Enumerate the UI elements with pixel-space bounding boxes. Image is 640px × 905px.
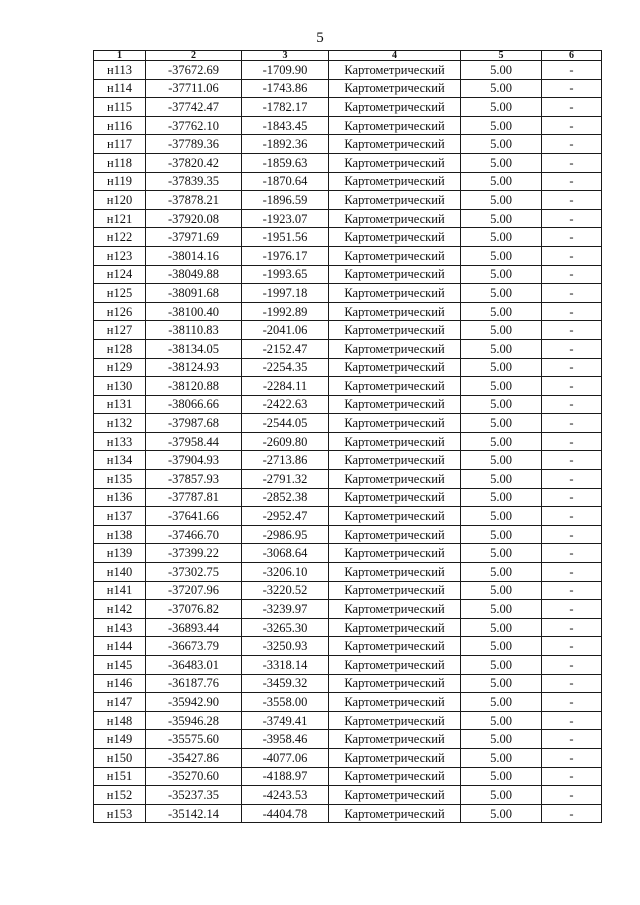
point-id-cell: н149	[94, 730, 146, 749]
table-row	[94, 191, 602, 210]
table-header	[94, 51, 602, 61]
x-coordinate-cell: -35270.60	[146, 767, 242, 786]
table-row	[94, 693, 602, 712]
accuracy-cell: 5.00	[461, 674, 542, 693]
point-id-cell: н144	[94, 637, 146, 656]
note-cell: -	[542, 79, 602, 98]
y-coordinate-cell: -3239.97	[242, 600, 329, 619]
x-coordinate-cell: -37987.68	[146, 414, 242, 433]
y-coordinate-cell: -2713.86	[242, 451, 329, 470]
x-coordinate-cell: -37207.96	[146, 581, 242, 600]
point-id-cell: н115	[94, 98, 146, 117]
y-coordinate-cell: -2852.38	[242, 488, 329, 507]
y-coordinate-cell: -4077.06	[242, 748, 329, 767]
note-cell: -	[542, 191, 602, 210]
table-row	[94, 804, 602, 823]
note-cell: -	[542, 414, 602, 433]
table-row	[94, 246, 602, 265]
note-cell: -	[542, 507, 602, 526]
table-row	[94, 153, 602, 172]
table-row	[94, 209, 602, 228]
note-cell: -	[542, 470, 602, 489]
accuracy-cell: 5.00	[461, 711, 542, 730]
method-cell: Картометрический	[329, 358, 461, 377]
coordinates-table	[93, 50, 602, 823]
method-cell: Картометрический	[329, 302, 461, 321]
table-row	[94, 525, 602, 544]
note-cell: -	[542, 544, 602, 563]
method-cell: Картометрический	[329, 711, 461, 730]
x-coordinate-cell: -38049.88	[146, 265, 242, 284]
accuracy-cell: 5.00	[461, 693, 542, 712]
y-coordinate-cell: -3558.00	[242, 693, 329, 712]
method-cell: Картометрический	[329, 98, 461, 117]
note-cell: -	[542, 656, 602, 675]
note-cell: -	[542, 209, 602, 228]
y-coordinate-cell: -2986.95	[242, 525, 329, 544]
accuracy-cell: 5.00	[461, 228, 542, 247]
column-header-4: 4	[329, 51, 461, 61]
accuracy-cell: 5.00	[461, 61, 542, 80]
accuracy-cell: 5.00	[461, 470, 542, 489]
accuracy-cell: 5.00	[461, 358, 542, 377]
note-cell: -	[542, 674, 602, 693]
table-row	[94, 79, 602, 98]
x-coordinate-cell: -37789.36	[146, 135, 242, 154]
table-row	[94, 451, 602, 470]
table-row	[94, 432, 602, 451]
method-cell: Картометрический	[329, 786, 461, 805]
point-id-cell: н128	[94, 339, 146, 358]
x-coordinate-cell: -37399.22	[146, 544, 242, 563]
y-coordinate-cell: -1859.63	[242, 153, 329, 172]
point-id-cell: н117	[94, 135, 146, 154]
x-coordinate-cell: -38134.05	[146, 339, 242, 358]
x-coordinate-cell: -37971.69	[146, 228, 242, 247]
x-coordinate-cell: -38120.88	[146, 377, 242, 396]
x-coordinate-cell: -37920.08	[146, 209, 242, 228]
x-coordinate-cell: -37958.44	[146, 432, 242, 451]
y-coordinate-cell: -1870.64	[242, 172, 329, 191]
y-coordinate-cell: -2254.35	[242, 358, 329, 377]
note-cell: -	[542, 377, 602, 396]
point-id-cell: н130	[94, 377, 146, 396]
x-coordinate-cell: -38124.93	[146, 358, 242, 377]
accuracy-cell: 5.00	[461, 209, 542, 228]
point-id-cell: н136	[94, 488, 146, 507]
method-cell: Картометрический	[329, 563, 461, 582]
table-row	[94, 98, 602, 117]
method-cell: Картометрический	[329, 767, 461, 786]
point-id-cell: н116	[94, 116, 146, 135]
accuracy-cell: 5.00	[461, 544, 542, 563]
x-coordinate-cell: -37672.69	[146, 61, 242, 80]
note-cell: -	[542, 804, 602, 823]
y-coordinate-cell: -3206.10	[242, 563, 329, 582]
table-row	[94, 637, 602, 656]
x-coordinate-cell: -37711.06	[146, 79, 242, 98]
note-cell: -	[542, 395, 602, 414]
note-cell: -	[542, 432, 602, 451]
x-coordinate-cell: -37762.10	[146, 116, 242, 135]
y-coordinate-cell: -2791.32	[242, 470, 329, 489]
x-coordinate-cell: -35142.14	[146, 804, 242, 823]
column-header-5: 5	[461, 51, 542, 61]
point-id-cell: н142	[94, 600, 146, 619]
point-id-cell: н124	[94, 265, 146, 284]
column-header-1: 1	[94, 51, 146, 61]
note-cell: -	[542, 98, 602, 117]
accuracy-cell: 5.00	[461, 98, 542, 117]
method-cell: Картометрический	[329, 618, 461, 637]
x-coordinate-cell: -37787.81	[146, 488, 242, 507]
point-id-cell: н135	[94, 470, 146, 489]
point-id-cell: н138	[94, 525, 146, 544]
column-header-3: 3	[242, 51, 329, 61]
note-cell: -	[542, 61, 602, 80]
accuracy-cell: 5.00	[461, 507, 542, 526]
accuracy-cell: 5.00	[461, 191, 542, 210]
table-row	[94, 786, 602, 805]
note-cell: -	[542, 786, 602, 805]
table-row	[94, 507, 602, 526]
method-cell: Картометрический	[329, 600, 461, 619]
note-cell: -	[542, 563, 602, 582]
method-cell: Картометрический	[329, 804, 461, 823]
accuracy-cell: 5.00	[461, 451, 542, 470]
method-cell: Картометрический	[329, 284, 461, 303]
table-body	[94, 61, 602, 823]
method-cell: Картометрический	[329, 153, 461, 172]
note-cell: -	[542, 321, 602, 340]
accuracy-cell: 5.00	[461, 581, 542, 600]
accuracy-cell: 5.00	[461, 172, 542, 191]
note-cell: -	[542, 265, 602, 284]
table-row	[94, 265, 602, 284]
note-cell: -	[542, 451, 602, 470]
accuracy-cell: 5.00	[461, 786, 542, 805]
point-id-cell: н147	[94, 693, 146, 712]
table-row	[94, 358, 602, 377]
method-cell: Картометрический	[329, 748, 461, 767]
method-cell: Картометрический	[329, 172, 461, 191]
y-coordinate-cell: -1896.59	[242, 191, 329, 210]
y-coordinate-cell: -1992.89	[242, 302, 329, 321]
y-coordinate-cell: -2609.80	[242, 432, 329, 451]
y-coordinate-cell: -4188.97	[242, 767, 329, 786]
y-coordinate-cell: -2152.47	[242, 339, 329, 358]
method-cell: Картометрический	[329, 451, 461, 470]
method-cell: Картометрический	[329, 470, 461, 489]
table-row	[94, 395, 602, 414]
method-cell: Картометрический	[329, 116, 461, 135]
table-row	[94, 377, 602, 396]
accuracy-cell: 5.00	[461, 730, 542, 749]
note-cell: -	[542, 711, 602, 730]
x-coordinate-cell: -35942.90	[146, 693, 242, 712]
point-id-cell: н134	[94, 451, 146, 470]
table-row	[94, 600, 602, 619]
point-id-cell: н119	[94, 172, 146, 191]
y-coordinate-cell: -1923.07	[242, 209, 329, 228]
y-coordinate-cell: -3068.64	[242, 544, 329, 563]
y-coordinate-cell: -1951.56	[242, 228, 329, 247]
table-row	[94, 563, 602, 582]
y-coordinate-cell: -3250.93	[242, 637, 329, 656]
x-coordinate-cell: -35946.28	[146, 711, 242, 730]
header-row	[94, 51, 602, 61]
table-row	[94, 618, 602, 637]
x-coordinate-cell: -37839.35	[146, 172, 242, 191]
x-coordinate-cell: -37857.93	[146, 470, 242, 489]
note-cell: -	[542, 618, 602, 637]
method-cell: Картометрический	[329, 674, 461, 693]
point-id-cell: н129	[94, 358, 146, 377]
table-row	[94, 284, 602, 303]
note-cell: -	[542, 302, 602, 321]
x-coordinate-cell: -37878.21	[146, 191, 242, 210]
accuracy-cell: 5.00	[461, 656, 542, 675]
y-coordinate-cell: -4243.53	[242, 786, 329, 805]
y-coordinate-cell: -1843.45	[242, 116, 329, 135]
method-cell: Картометрический	[329, 637, 461, 656]
method-cell: Картометрический	[329, 432, 461, 451]
y-coordinate-cell: -3749.41	[242, 711, 329, 730]
x-coordinate-cell: -38091.68	[146, 284, 242, 303]
point-id-cell: н126	[94, 302, 146, 321]
accuracy-cell: 5.00	[461, 637, 542, 656]
accuracy-cell: 5.00	[461, 525, 542, 544]
point-id-cell: н151	[94, 767, 146, 786]
accuracy-cell: 5.00	[461, 488, 542, 507]
note-cell: -	[542, 488, 602, 507]
method-cell: Картометрический	[329, 395, 461, 414]
method-cell: Картометрический	[329, 656, 461, 675]
method-cell: Картометрический	[329, 321, 461, 340]
accuracy-cell: 5.00	[461, 153, 542, 172]
point-id-cell: н131	[94, 395, 146, 414]
accuracy-cell: 5.00	[461, 302, 542, 321]
method-cell: Картометрический	[329, 525, 461, 544]
note-cell: -	[542, 581, 602, 600]
note-cell: -	[542, 358, 602, 377]
page-number: 5	[316, 30, 324, 46]
y-coordinate-cell: -1993.65	[242, 265, 329, 284]
x-coordinate-cell: -38066.66	[146, 395, 242, 414]
accuracy-cell: 5.00	[461, 339, 542, 358]
point-id-cell: н118	[94, 153, 146, 172]
x-coordinate-cell: -36893.44	[146, 618, 242, 637]
method-cell: Картометрический	[329, 507, 461, 526]
y-coordinate-cell: -2284.11	[242, 377, 329, 396]
point-id-cell: н145	[94, 656, 146, 675]
table-row	[94, 228, 602, 247]
method-cell: Картометрический	[329, 265, 461, 284]
table-row	[94, 748, 602, 767]
accuracy-cell: 5.00	[461, 116, 542, 135]
table-row	[94, 711, 602, 730]
method-cell: Картометрический	[329, 191, 461, 210]
accuracy-cell: 5.00	[461, 600, 542, 619]
table-row	[94, 656, 602, 675]
table-row	[94, 339, 602, 358]
y-coordinate-cell: -1976.17	[242, 246, 329, 265]
point-id-cell: н114	[94, 79, 146, 98]
method-cell: Картометрический	[329, 339, 461, 358]
point-id-cell: н141	[94, 581, 146, 600]
accuracy-cell: 5.00	[461, 265, 542, 284]
point-id-cell: н113	[94, 61, 146, 80]
y-coordinate-cell: -3318.14	[242, 656, 329, 675]
accuracy-cell: 5.00	[461, 135, 542, 154]
method-cell: Картометрический	[329, 246, 461, 265]
accuracy-cell: 5.00	[461, 377, 542, 396]
table-row	[94, 544, 602, 563]
x-coordinate-cell: -36187.76	[146, 674, 242, 693]
point-id-cell: н150	[94, 748, 146, 767]
y-coordinate-cell: -3958.46	[242, 730, 329, 749]
accuracy-cell: 5.00	[461, 618, 542, 637]
note-cell: -	[542, 767, 602, 786]
x-coordinate-cell: -37904.93	[146, 451, 242, 470]
point-id-cell: н120	[94, 191, 146, 210]
table-row	[94, 674, 602, 693]
note-cell: -	[542, 525, 602, 544]
point-id-cell: н152	[94, 786, 146, 805]
y-coordinate-cell: -3220.52	[242, 581, 329, 600]
note-cell: -	[542, 228, 602, 247]
x-coordinate-cell: -36673.79	[146, 637, 242, 656]
column-header-2: 2	[146, 51, 242, 61]
note-cell: -	[542, 339, 602, 358]
y-coordinate-cell: -2952.47	[242, 507, 329, 526]
table-row	[94, 767, 602, 786]
accuracy-cell: 5.00	[461, 246, 542, 265]
accuracy-cell: 5.00	[461, 284, 542, 303]
method-cell: Картометрический	[329, 61, 461, 80]
point-id-cell: н146	[94, 674, 146, 693]
point-id-cell: н140	[94, 563, 146, 582]
note-cell: -	[542, 693, 602, 712]
method-cell: Картометрический	[329, 209, 461, 228]
note-cell: -	[542, 637, 602, 656]
y-coordinate-cell: -2422.63	[242, 395, 329, 414]
method-cell: Картометрический	[329, 544, 461, 563]
y-coordinate-cell: -1709.90	[242, 61, 329, 80]
note-cell: -	[542, 748, 602, 767]
table-row	[94, 116, 602, 135]
point-id-cell: н123	[94, 246, 146, 265]
y-coordinate-cell: -3265.30	[242, 618, 329, 637]
table-row	[94, 488, 602, 507]
method-cell: Картометрический	[329, 135, 461, 154]
table-row	[94, 730, 602, 749]
point-id-cell: н137	[94, 507, 146, 526]
accuracy-cell: 5.00	[461, 767, 542, 786]
method-cell: Картометрический	[329, 414, 461, 433]
column-header-6: 6	[542, 51, 602, 61]
note-cell: -	[542, 116, 602, 135]
point-id-cell: н153	[94, 804, 146, 823]
point-id-cell: н143	[94, 618, 146, 637]
y-coordinate-cell: -1743.86	[242, 79, 329, 98]
x-coordinate-cell: -37466.70	[146, 525, 242, 544]
x-coordinate-cell: -37742.47	[146, 98, 242, 117]
method-cell: Картометрический	[329, 377, 461, 396]
point-id-cell: н133	[94, 432, 146, 451]
method-cell: Картометрический	[329, 228, 461, 247]
table-row	[94, 321, 602, 340]
note-cell: -	[542, 600, 602, 619]
accuracy-cell: 5.00	[461, 563, 542, 582]
x-coordinate-cell: -38110.83	[146, 321, 242, 340]
note-cell: -	[542, 246, 602, 265]
table-row	[94, 302, 602, 321]
x-coordinate-cell: -37820.42	[146, 153, 242, 172]
table-row	[94, 61, 602, 80]
point-id-cell: н125	[94, 284, 146, 303]
x-coordinate-cell: -38014.16	[146, 246, 242, 265]
y-coordinate-cell: -2041.06	[242, 321, 329, 340]
point-id-cell: н148	[94, 711, 146, 730]
note-cell: -	[542, 135, 602, 154]
point-id-cell: н139	[94, 544, 146, 563]
point-id-cell: н127	[94, 321, 146, 340]
method-cell: Картометрический	[329, 488, 461, 507]
method-cell: Картометрический	[329, 693, 461, 712]
table-row	[94, 135, 602, 154]
accuracy-cell: 5.00	[461, 414, 542, 433]
y-coordinate-cell: -1782.17	[242, 98, 329, 117]
note-cell: -	[542, 153, 602, 172]
note-cell: -	[542, 284, 602, 303]
y-coordinate-cell: -4404.78	[242, 804, 329, 823]
x-coordinate-cell: -37302.75	[146, 563, 242, 582]
x-coordinate-cell: -35575.60	[146, 730, 242, 749]
y-coordinate-cell: -3459.32	[242, 674, 329, 693]
table-row	[94, 581, 602, 600]
table-row	[94, 470, 602, 489]
accuracy-cell: 5.00	[461, 804, 542, 823]
point-id-cell: н132	[94, 414, 146, 433]
y-coordinate-cell: -1997.18	[242, 284, 329, 303]
accuracy-cell: 5.00	[461, 395, 542, 414]
accuracy-cell: 5.00	[461, 748, 542, 767]
x-coordinate-cell: -37641.66	[146, 507, 242, 526]
y-coordinate-cell: -2544.05	[242, 414, 329, 433]
method-cell: Картометрический	[329, 79, 461, 98]
table-row	[94, 414, 602, 433]
table-row	[94, 172, 602, 191]
x-coordinate-cell: -38100.40	[146, 302, 242, 321]
point-id-cell: н122	[94, 228, 146, 247]
method-cell: Картометрический	[329, 730, 461, 749]
x-coordinate-cell: -35427.86	[146, 748, 242, 767]
accuracy-cell: 5.00	[461, 432, 542, 451]
x-coordinate-cell: -36483.01	[146, 656, 242, 675]
method-cell: Картометрический	[329, 581, 461, 600]
x-coordinate-cell: -37076.82	[146, 600, 242, 619]
accuracy-cell: 5.00	[461, 79, 542, 98]
note-cell: -	[542, 172, 602, 191]
point-id-cell: н121	[94, 209, 146, 228]
x-coordinate-cell: -35237.35	[146, 786, 242, 805]
y-coordinate-cell: -1892.36	[242, 135, 329, 154]
accuracy-cell: 5.00	[461, 321, 542, 340]
note-cell: -	[542, 730, 602, 749]
